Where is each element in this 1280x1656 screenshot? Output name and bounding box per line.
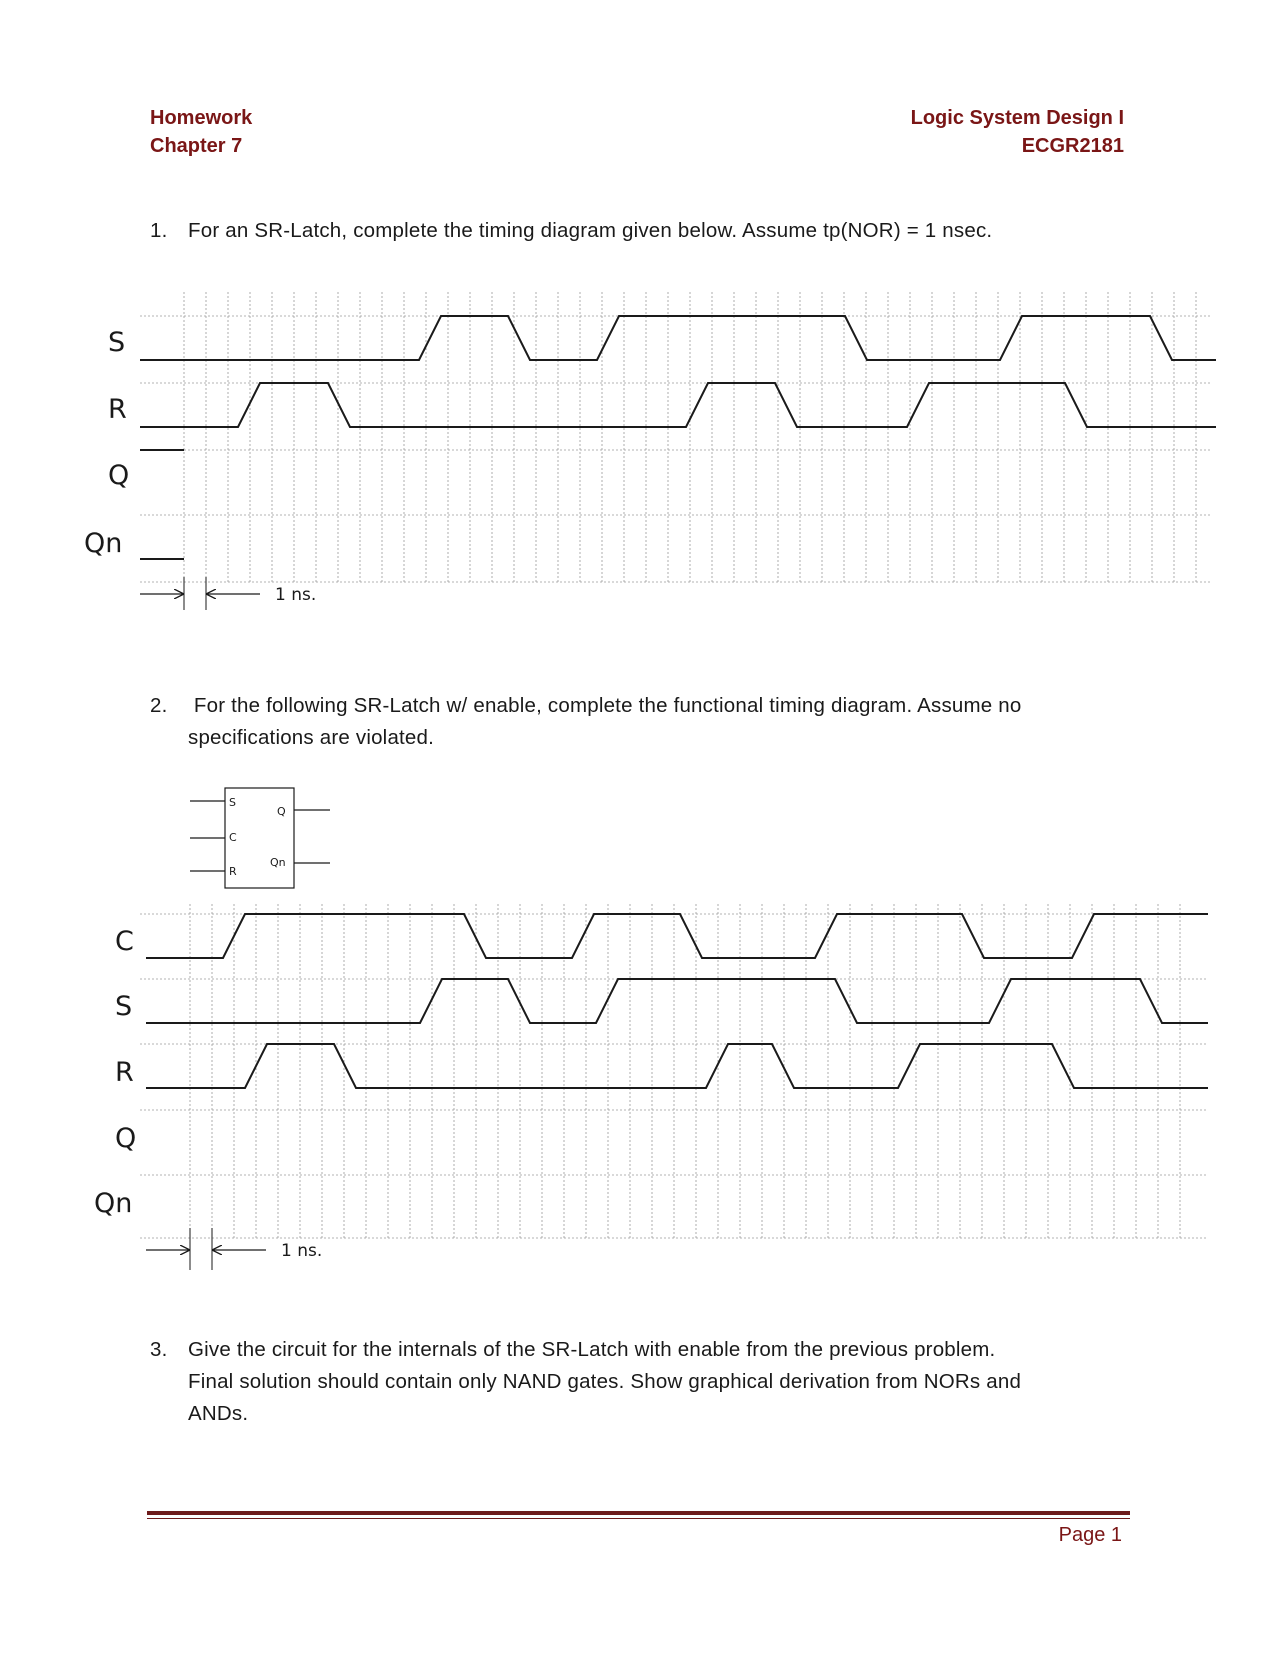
- question-2-number: 2.: [150, 694, 168, 717]
- signal-label-qn: Qn: [84, 528, 123, 559]
- signal-label-s2: S: [115, 991, 133, 1022]
- latch-pin-r: R: [229, 865, 237, 878]
- question-2-text-line1: For the following SR-Latch w/ enable, complete the functional timing diagram. Assume no: [188, 694, 1022, 717]
- timing-diagram-2: [94, 904, 1208, 1270]
- latch-pin-qn: Qn: [270, 856, 286, 869]
- question-3-text-line1: Give the circuit for the internals of the SR-Latch with enable from the previous problem.: [188, 1338, 996, 1361]
- course-doc-type: Homework: [150, 107, 253, 129]
- signal-label-s: S: [108, 327, 126, 358]
- grid-2: [140, 904, 1206, 1238]
- timing-diagram-1: [84, 292, 1216, 610]
- question-3-number: 3.: [150, 1338, 168, 1361]
- question-3-text-line3: ANDs.: [188, 1402, 249, 1425]
- signal-label-c: C: [115, 926, 134, 957]
- question-3-text-line2: Final solution should contain only NAND gates. Show graphical derivation from NORs and: [188, 1370, 1022, 1393]
- question-2-text-line2: specifications are violated.: [188, 726, 435, 749]
- page-number: Page 1: [1058, 1524, 1122, 1546]
- scale-label-1: 1 ns.: [275, 585, 317, 605]
- question-1-text: For an SR-Latch, complete the timing diagram given below. Assume tp(NOR) = 1 nsec.: [188, 219, 993, 242]
- scale-marker-2: [146, 1228, 322, 1270]
- footer-rule-thick: [147, 1511, 1130, 1515]
- course-code: ECGR2181: [1021, 135, 1124, 157]
- grid-1: [140, 292, 1210, 582]
- latch-pin-s: S: [229, 796, 236, 809]
- chapter-label: Chapter 7: [150, 135, 243, 157]
- footer-rule-thin: [147, 1518, 1130, 1519]
- course-title: Logic System Design I: [910, 107, 1124, 129]
- scale-label-2: 1 ns.: [281, 1241, 323, 1261]
- signal-label-qn2: Qn: [94, 1188, 133, 1219]
- waveform-c: [146, 914, 1208, 958]
- question-1-number: 1.: [150, 219, 168, 242]
- latch-pin-c: C: [229, 831, 237, 844]
- waveform-s2: [146, 979, 1208, 1023]
- signal-label-r: R: [108, 394, 127, 425]
- waveform-r: [140, 383, 1216, 427]
- sr-latch-symbol: [190, 788, 330, 888]
- signal-label-r2: R: [115, 1057, 134, 1088]
- signal-label-q2: Q: [115, 1123, 137, 1154]
- waveform-s: [140, 316, 1216, 360]
- waveform-r2: [146, 1044, 1208, 1088]
- latch-pin-q: Q: [277, 805, 286, 818]
- signal-label-q: Q: [108, 460, 130, 491]
